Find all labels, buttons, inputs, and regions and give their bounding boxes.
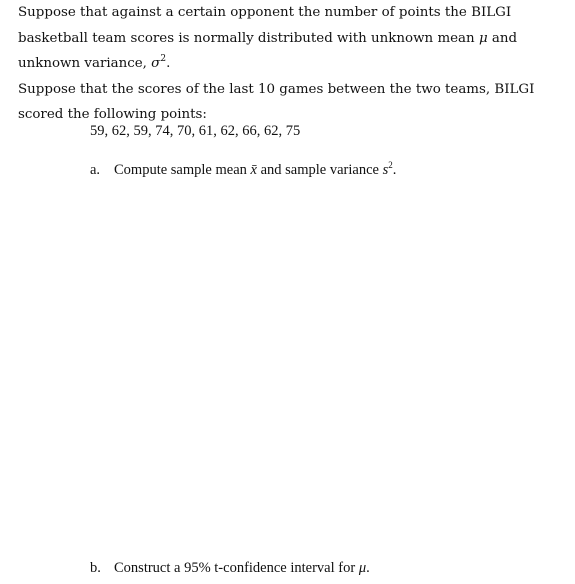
question-b	[90, 559, 370, 577]
intro-text-2: and unknown variance,	[18, 30, 518, 71]
mu-symbol: μ	[478, 30, 488, 46]
s-exponent: 2	[388, 160, 393, 170]
xbar-symbol: x̄	[250, 162, 257, 178]
question-a-text: Compute sample mean	[114, 162, 251, 178]
sigma-exponent: 2	[160, 54, 167, 64]
problem-intro	[18, 0, 570, 128]
sigma-symbol: σ	[151, 56, 161, 71]
question-b-text: Construct a 95% t-confidence interval for	[114, 560, 359, 576]
question-a-end: .	[392, 162, 397, 178]
question-b-letter: b.	[90, 560, 101, 576]
mu-symbol-b: μ	[358, 560, 367, 576]
question-a	[90, 161, 396, 179]
question-a-mid: and sample variance	[256, 162, 383, 178]
intro-text-3: .	[166, 56, 171, 71]
s-symbol: s	[382, 162, 389, 178]
scores-list: 59, 62, 59, 74, 70, 61, 62, 66, 62, 75	[90, 123, 301, 139]
question-b-end: .	[366, 560, 370, 576]
intro-paragraph-1	[18, 0, 570, 77]
intro-text-1: Suppose that against a certain opponent the number of points the BILGI basketball team scores is normally distributed with unknown mean	[18, 5, 512, 46]
question-a-letter: a.	[90, 162, 101, 178]
intro-paragraph-2: Suppose that the scores of the last 10 games between the two teams, BILGI scored the following points:	[18, 81, 535, 122]
